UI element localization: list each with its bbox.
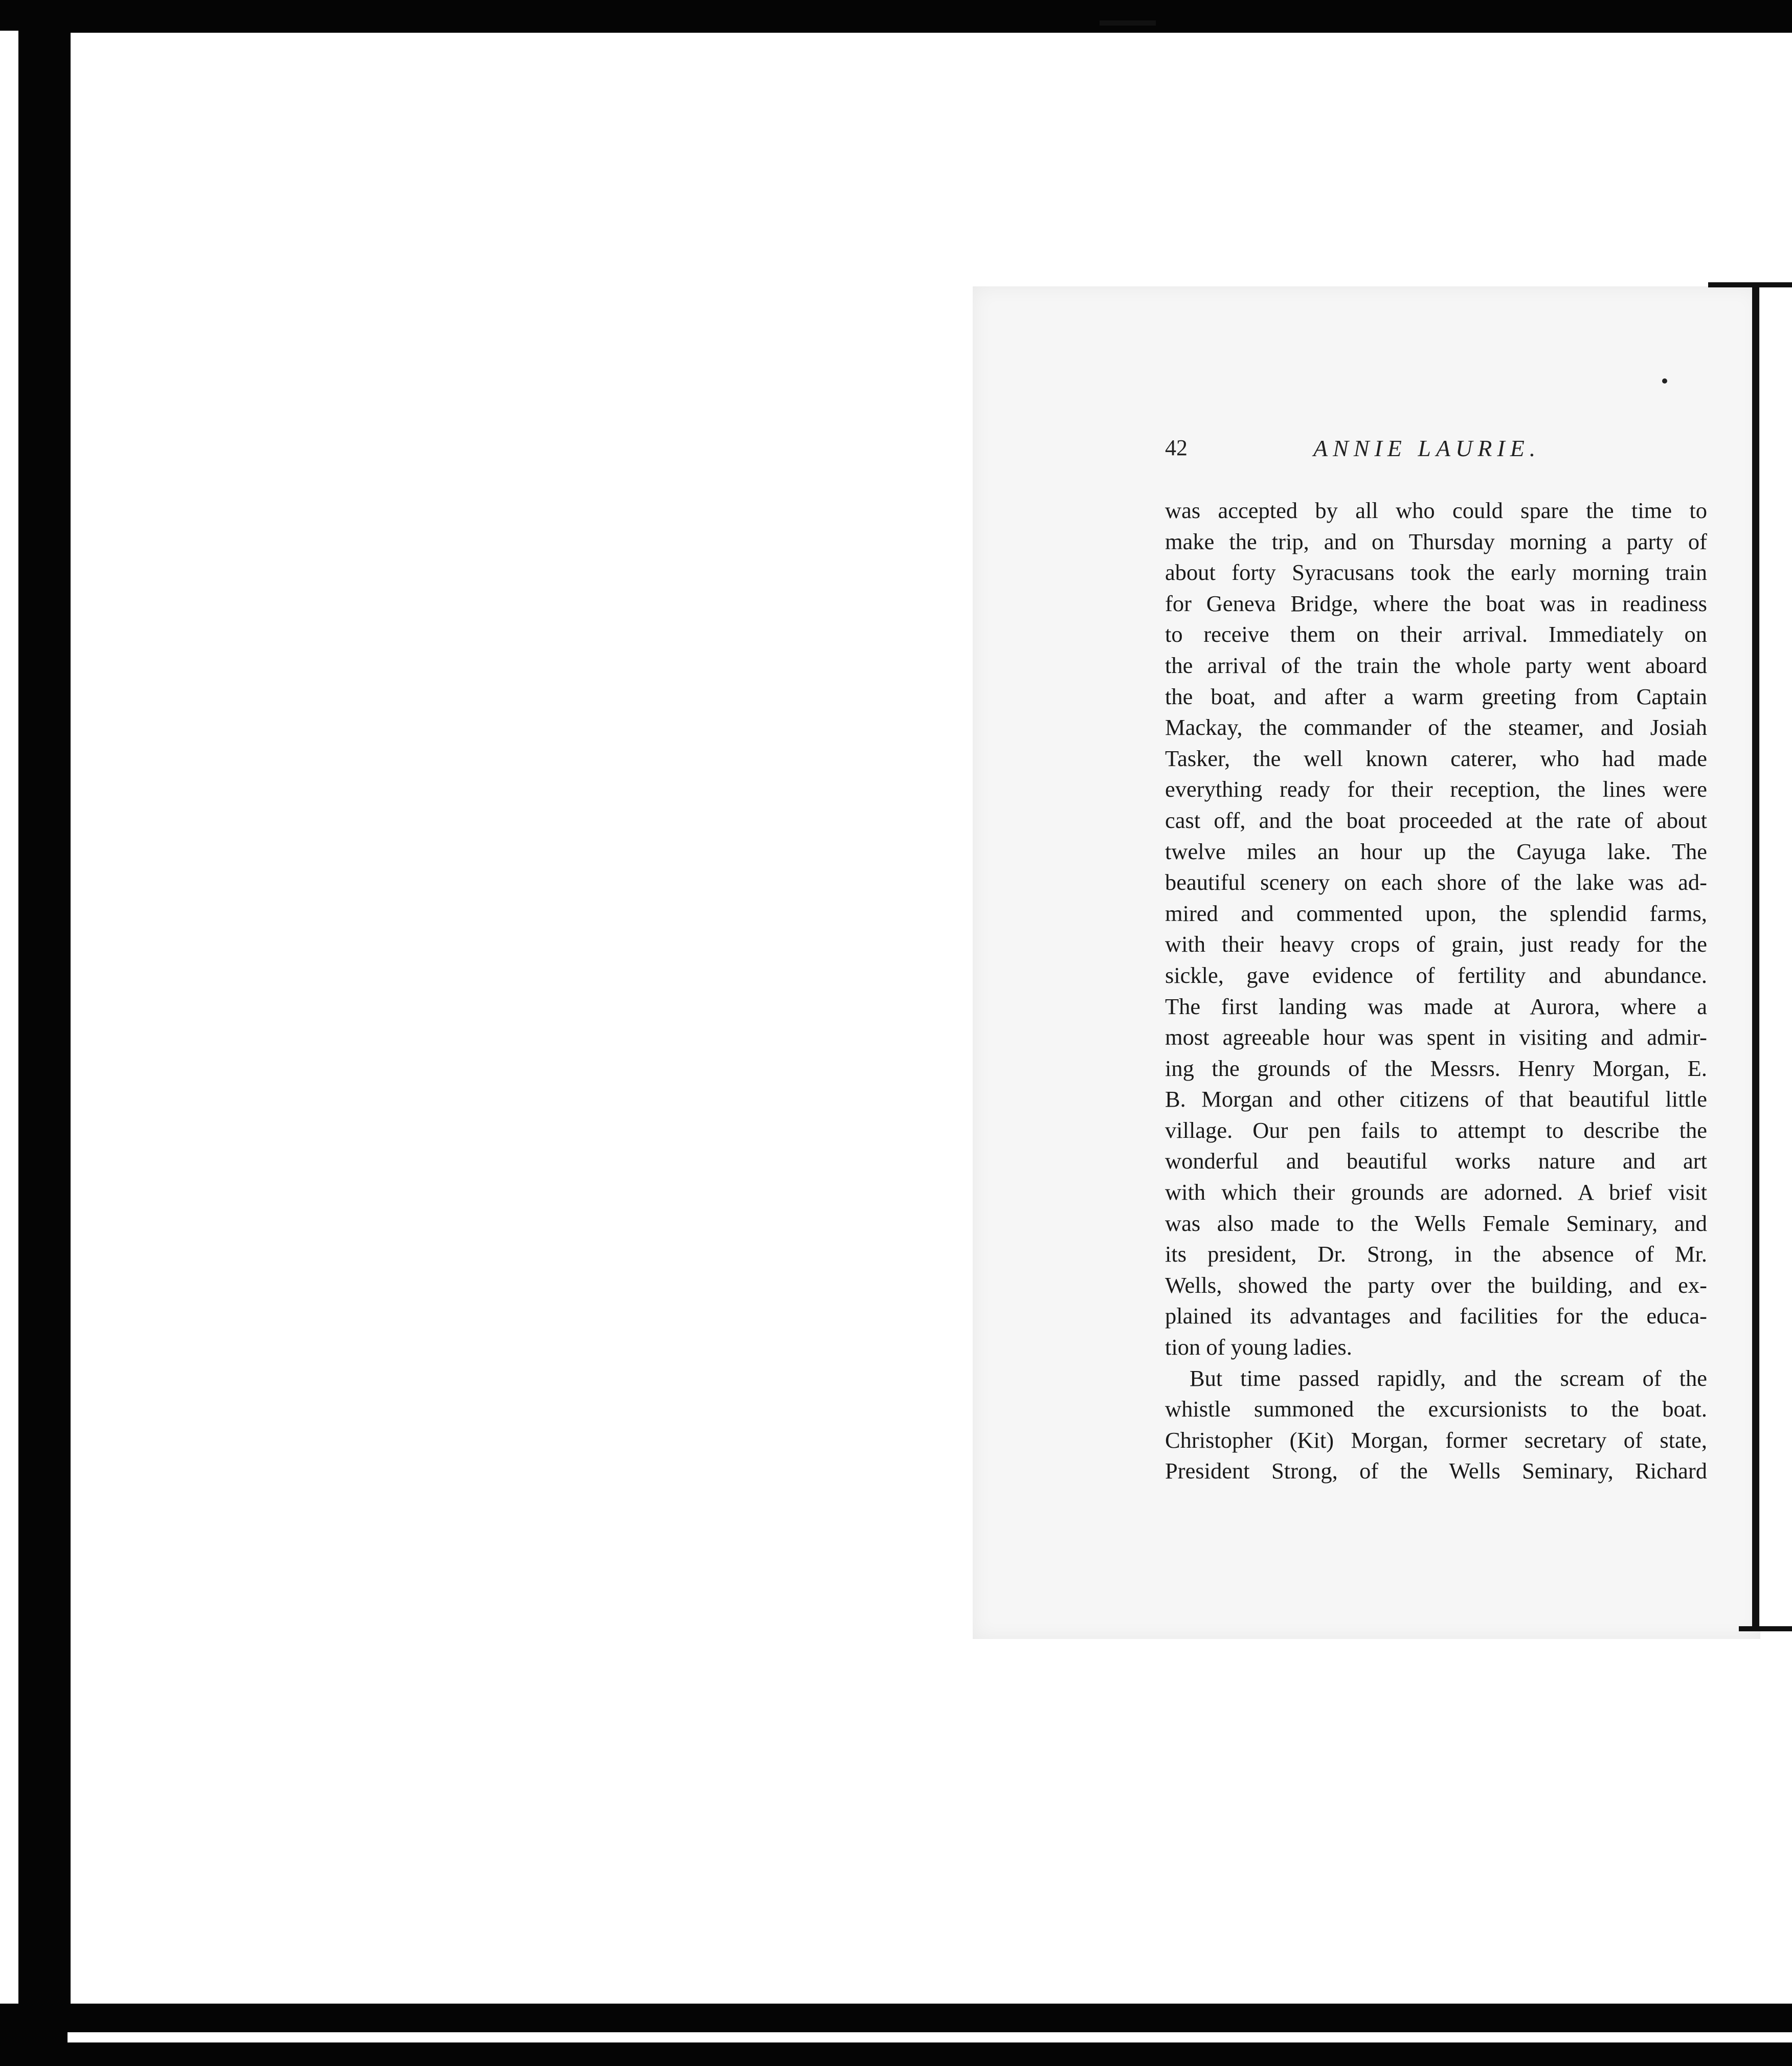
- text-line: plained its advantages and facilities for the educa-: [1165, 1303, 1707, 1329]
- adjacent-page-edge-bottom: [1739, 1626, 1792, 1631]
- scan-border-top: [0, 0, 1792, 33]
- text-line: Tasker, the well known caterer, who had made: [1165, 745, 1707, 771]
- scan-border-bottom-outer: [0, 2042, 1792, 2066]
- running-title: ANNIE LAURIE.: [1313, 435, 1541, 461]
- text-line: Christopher (Kit) Morgan, former secretary of state,: [1165, 1427, 1707, 1453]
- scan-border-left-inner: [51, 31, 71, 2025]
- text-line: everything ready for their reception, the lines were: [1165, 776, 1707, 802]
- text-line: ing the grounds of the Messrs. Henry Morgan, E.: [1165, 1055, 1707, 1081]
- text-line: the boat, and after a warm greeting from Captain: [1165, 683, 1707, 709]
- running-head: [1165, 435, 1697, 476]
- text-line: make the trip, and on Thursday morning a party of: [1165, 528, 1707, 554]
- text-line: was accepted by all who could spare the time to: [1165, 498, 1707, 523]
- adjacent-page-edge-top: [1708, 282, 1792, 287]
- page-number: 42: [1165, 435, 1188, 460]
- text-line: Mackay, the commander of the steamer, and Josiah: [1165, 714, 1707, 740]
- text-line: with their heavy crops of grain, just ready for the: [1165, 931, 1707, 957]
- text-line: with which their grounds are adorned. A brief visit: [1165, 1179, 1707, 1205]
- text-line: cast off, and the boat proceeded at the rate of about: [1165, 807, 1707, 833]
- text-line: wonderful and beautiful works nature and art: [1165, 1148, 1707, 1174]
- text-line: village. Our pen fails to attempt to describe the: [1165, 1117, 1707, 1143]
- text-line: about forty Syracusans took the early morning train: [1165, 559, 1707, 586]
- text-line: for Geneva Bridge, where the boat was in readiness: [1165, 590, 1707, 616]
- text-line: most agreeable hour was spent in visiting and admir-: [1165, 1024, 1707, 1050]
- text-line: tion of young ladies.: [1165, 1334, 1352, 1360]
- scan-mark: [1100, 20, 1156, 26]
- text-line: President Strong, of the Wells Seminary, Richard: [1165, 1458, 1707, 1484]
- scan-border-bottom: [0, 2004, 1792, 2032]
- text-line: the arrival of the train the whole party went aboard: [1165, 652, 1707, 678]
- text-line: beautiful scenery on each shore of the lake was ad-: [1165, 869, 1707, 895]
- text-line: was also made to the Wells Female Seminary, and: [1165, 1210, 1707, 1236]
- text-line: its president, Dr. Strong, in the absence of Mr.: [1165, 1241, 1707, 1267]
- text-line: sickle, gave evidence of fertility and abundance.: [1165, 962, 1707, 988]
- speck: [1662, 378, 1667, 384]
- adjacent-page-edge: [1752, 286, 1759, 1629]
- text-line: B. Morgan and other citizens of that beautiful little: [1165, 1086, 1707, 1112]
- text-line: mired and commented upon, the splendid farms,: [1165, 900, 1707, 926]
- text-line: Wells, showed the party over the building, and ex-: [1165, 1272, 1707, 1298]
- text-line: to receive them on their arrival. Immediately on: [1165, 621, 1707, 647]
- scan-border-left-gap: [0, 31, 18, 2025]
- text-line: The first landing was made at Aurora, where a: [1165, 993, 1707, 1019]
- text-line: But time passed rapidly, and the scream of the: [1190, 1365, 1707, 1391]
- text-line: whistle summoned the excursionists to the boat.: [1165, 1396, 1707, 1422]
- text-line: twelve miles an hour up the Cayuga lake. The: [1165, 838, 1707, 864]
- body-text: [1165, 495, 1707, 1487]
